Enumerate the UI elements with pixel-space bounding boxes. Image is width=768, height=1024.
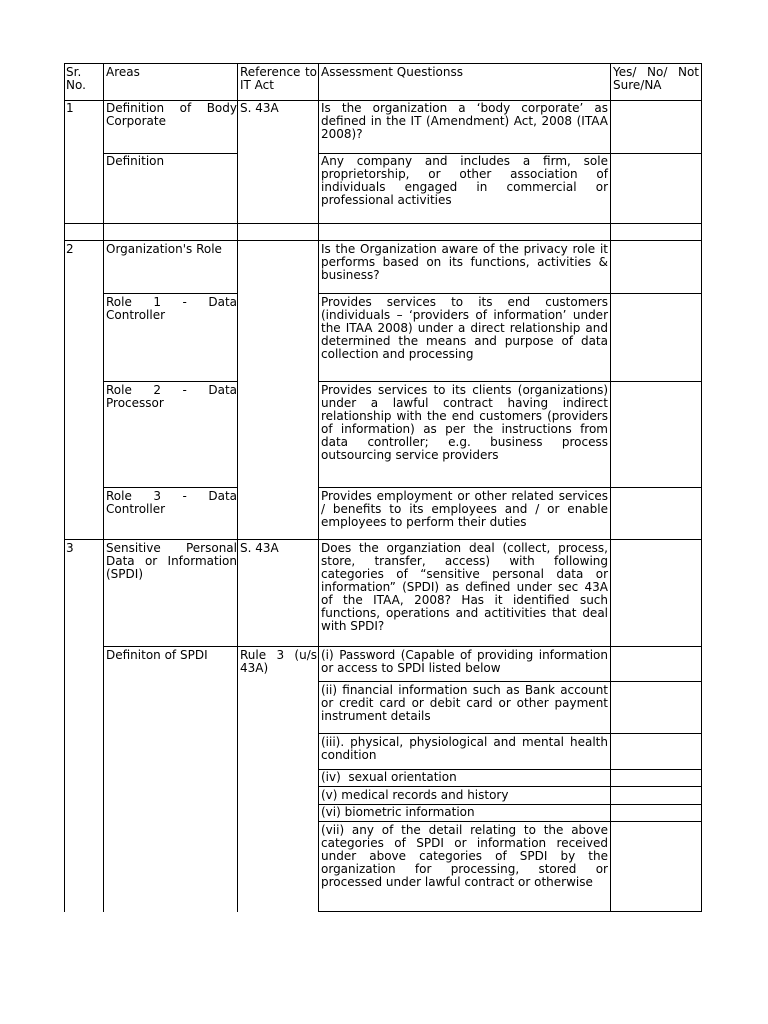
header-reference: Reference to IT Act — [240, 65, 317, 92]
reference-cell: S. 43A — [240, 541, 279, 555]
question-cell: (iv) sexual orientation — [321, 770, 457, 784]
question-cell: Provides employment or other related services / benefits to its employees and / or enable employees to perform their duties — [321, 489, 608, 529]
row-divider — [64, 539, 702, 540]
question-cell: (iii). physical, physiological and mental health condition — [321, 735, 608, 762]
area-cell: Role 2 - Data Processor — [106, 383, 237, 410]
question-cell: Does the organziation deal (collect, process, store, transfer, access) with following categories of “sensitive personal data or information” (SPDI) as defined under sec 43A of the ITAA, 2008? Has it identified such functions, operations and actitivities that deal with SPDI? — [321, 541, 608, 633]
row-divider — [318, 821, 702, 822]
area-cell: Role 3 - Data Controller — [106, 489, 237, 516]
row-divider — [318, 487, 702, 488]
table-border-left — [64, 63, 65, 912]
question-cell: (vi) biometric information — [321, 805, 475, 819]
question-cell: Provides services to its clients (organizations) under a lawful contract having indirect relationship with the end customers (providers of information) as per the instructions from data controller; e.g. business process outsourcing service providers — [321, 383, 608, 462]
area-cell: Definition — [106, 154, 165, 168]
question-cell: (vii) any of the detail relating to the above categories of SPDI or information received under above categories of SPDI by the organization for processing, stored or processed under lawful contract or otherwise — [321, 823, 608, 889]
row-divider — [318, 786, 702, 787]
question-cell: (v) medical records and history — [321, 788, 509, 802]
header-answer: Yes/ No/ Not Sure/NA — [613, 65, 699, 92]
row-divider — [318, 681, 702, 682]
header-sr-no: Sr. No. — [66, 65, 86, 92]
question-cell: Provides services to its end customers (individuals – ‘providers of information’ under the ITAA 2008) under a direct relationship and determined the means and purpose of data collection and processing — [321, 295, 608, 361]
row-divider — [318, 733, 702, 734]
row-divider — [103, 646, 702, 647]
question-cell: Is the organization a ‘body corporate’ as defined in the IT (Amendment) Act, 2008 (ITAA 2008)? — [321, 101, 608, 141]
question-cell: Any company and includes a firm, sole proprietorship, or other association of individuals engaged in commercial or professional activities — [321, 154, 608, 207]
area-cell: Definiton of SPDI — [106, 648, 208, 662]
row-divider — [318, 293, 702, 294]
question-cell: Is the Organization aware of the privacy role it performs based on its functions, activities & business? — [321, 242, 608, 282]
row-divider — [64, 223, 702, 224]
row-divider — [64, 240, 702, 241]
area-cell: Role 1 - Data Controller — [106, 295, 237, 322]
sr-number: 3 — [66, 541, 74, 555]
header-areas: Areas — [106, 65, 140, 79]
sr-number: 1 — [66, 101, 74, 115]
question-cell: (i) Password (Capable of providing information or access to SPDI listed below — [321, 648, 608, 675]
table-border-top — [64, 63, 702, 64]
row-divider — [103, 293, 238, 294]
reference-cell: S. 43A — [240, 101, 279, 115]
question-cell: (ii) financial information such as Bank account or credit card or debit card or other payment instrument details — [321, 683, 608, 723]
row-divider — [318, 381, 702, 382]
header-questions: Assessment Questionss — [321, 65, 463, 79]
row-divider — [103, 487, 238, 488]
sr-number: 2 — [66, 242, 74, 256]
row-divider — [103, 381, 238, 382]
area-cell: Definition of Body Corporate — [106, 101, 237, 128]
area-cell: Sensitive Personal Data or Information (SPDI) — [106, 541, 237, 581]
row-divider — [318, 911, 702, 912]
reference-cell: Rule 3 (u/s 43A) — [240, 648, 317, 675]
area-cell: Organization's Role — [106, 242, 222, 256]
